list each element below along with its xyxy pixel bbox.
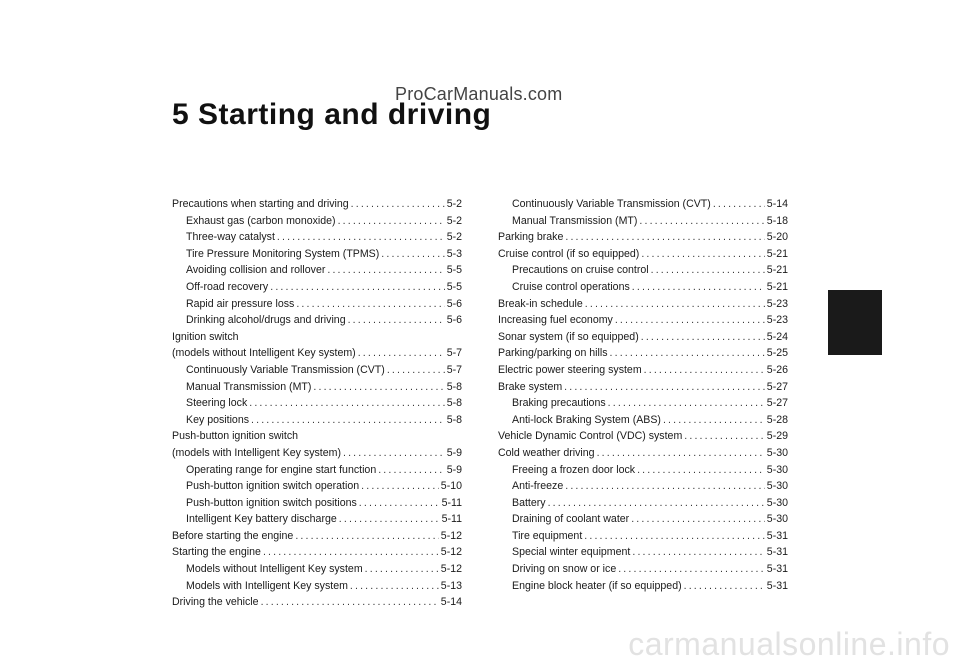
toc-entry[interactable]: [172, 544, 462, 561]
toc-entry-page: 5-31: [766, 563, 788, 576]
toc-entry-page: 5-3: [446, 247, 462, 260]
toc-entry-page: 5-24: [766, 330, 788, 343]
toc-entry-title: Rapid air pressure loss: [186, 297, 295, 310]
toc-entry-page: 5-2: [446, 214, 462, 227]
toc-entry-title: Intelligent Key battery discharge: [186, 513, 337, 526]
dot-leader: [631, 511, 765, 528]
toc-entry-row: [172, 345, 462, 362]
toc-entry-title: Precautions when starting and driving: [172, 198, 349, 210]
toc-entry-title: Push-button ignition switch positions: [186, 496, 357, 509]
dot-leader: [365, 561, 439, 578]
toc-entry-title: Continuously Variable Transmission (CVT): [186, 363, 385, 376]
toc-entry-page: 5-23: [766, 297, 788, 310]
toc-entry[interactable]: [498, 462, 788, 479]
toc-entry-page: 5-30: [766, 446, 788, 459]
toc-entry[interactable]: [172, 213, 462, 230]
dot-leader: [565, 478, 765, 495]
toc-entry[interactable]: [172, 362, 462, 379]
toc-entry-page: 5-12: [440, 563, 462, 576]
dot-leader: [548, 495, 765, 512]
toc-entry[interactable]: [498, 412, 788, 429]
toc-entry[interactable]: [172, 478, 462, 495]
toc-entry-title: Break-in schedule: [498, 297, 583, 310]
toc-entry-page: 5-30: [766, 463, 788, 476]
toc-entry-title: Braking precautions: [512, 397, 606, 410]
toc-entry-title: Increasing fuel economy: [498, 314, 613, 327]
toc-entry-page: 5-2: [446, 198, 462, 210]
toc-entry-title: Freeing a frozen door lock: [512, 463, 636, 476]
toc-entry-page: 5-10: [440, 480, 462, 493]
toc-entry-title: Cruise control operations: [512, 280, 630, 293]
toc-entry[interactable]: [498, 213, 788, 230]
toc-entry-title: Before starting the engine: [172, 529, 294, 542]
dot-leader: [261, 594, 439, 611]
dot-leader: [565, 229, 764, 246]
toc-entry[interactable]: [498, 296, 788, 313]
toc-entry-title: Anti-lock Braking System (ABS): [512, 413, 661, 426]
toc-entry-title: Anti-freeze: [512, 480, 564, 493]
dot-leader: [608, 395, 765, 412]
toc-entry[interactable]: [172, 312, 462, 329]
dot-leader: [358, 345, 445, 362]
toc-entry-title: Exhaust gas (carbon monoxide): [186, 214, 336, 227]
dot-leader: [585, 296, 765, 313]
toc-entry[interactable]: [498, 395, 788, 412]
toc-entry-title: Key positions: [186, 413, 250, 426]
toc-entry[interactable]: [498, 528, 788, 545]
toc-entry-title: Push-button ignition switch operation: [186, 480, 360, 493]
dot-leader: [615, 312, 765, 329]
toc-entry[interactable]: [498, 445, 788, 462]
dot-leader: [350, 578, 439, 595]
toc-entry-page: 5-31: [766, 529, 788, 542]
toc-entry-title: Driving on snow or ice: [512, 563, 617, 576]
toc-entry-page: 5-30: [766, 480, 788, 493]
toc-entry-page: 5-20: [766, 231, 788, 244]
toc-entry-page: 5-27: [766, 380, 788, 393]
toc-entry-page: 5-2: [446, 231, 462, 244]
toc-entry-title: Parking brake: [498, 231, 564, 244]
toc-entry[interactable]: [498, 478, 788, 495]
toc-entry-title: Avoiding collision and rollover: [186, 264, 326, 277]
dot-leader: [359, 495, 440, 512]
toc-entry-page: 5-8: [446, 397, 462, 410]
dot-leader: [641, 329, 765, 346]
toc-entry-title: (models with Intelligent Key system): [172, 446, 341, 459]
dot-leader: [610, 345, 765, 362]
toc-entry-title: Cold weather driving: [498, 446, 595, 459]
toc-entry[interactable]: [172, 412, 462, 429]
dot-leader: [632, 279, 765, 296]
toc-entry[interactable]: [498, 229, 788, 246]
toc-entry-title-line1: Push-button ignition switch: [172, 430, 299, 443]
toc-entry[interactable]: [498, 511, 788, 528]
toc-entry-page: 5-5: [446, 280, 462, 293]
toc-entry-page: 5-21: [766, 280, 788, 293]
toc-entry[interactable]: [172, 395, 462, 412]
toc-entry[interactable]: [498, 329, 788, 346]
dot-leader: [641, 246, 764, 263]
toc-entry[interactable]: [498, 262, 788, 279]
toc-entry[interactable]: [498, 312, 788, 329]
toc-entry[interactable]: [498, 495, 788, 512]
dot-leader: [338, 213, 445, 230]
toc-entry-page: 5-18: [766, 214, 788, 227]
toc-entry[interactable]: [498, 279, 788, 296]
toc-entry-page: 5-7: [446, 347, 462, 360]
toc-entry[interactable]: [498, 246, 788, 263]
dot-leader: [637, 462, 765, 479]
toc-entry-title: Brake system: [498, 380, 563, 393]
toc-entry[interactable]: [498, 544, 788, 561]
dot-leader: [378, 462, 444, 479]
toc-entry[interactable]: [172, 594, 462, 611]
dot-leader: [343, 445, 445, 462]
toc-entry-page: 5-11: [441, 496, 462, 509]
toc-entry-title: Three-way catalyst: [186, 231, 275, 244]
toc-entry-title: Precautions on cruise control: [512, 264, 649, 277]
toc-entry-title: Engine block heater (if so equipped): [512, 579, 682, 592]
toc-entry-page: 5-6: [446, 314, 462, 327]
dot-leader: [277, 229, 445, 246]
toc-entry[interactable]: [498, 196, 788, 213]
dot-leader: [663, 412, 765, 429]
dot-leader: [361, 478, 439, 495]
toc-entry-title: Steering lock: [186, 397, 248, 410]
dot-leader: [348, 312, 445, 329]
toc-entry-page: 5-31: [766, 546, 788, 559]
toc-entry-title: Drinking alcohol/drugs and driving: [186, 314, 346, 327]
dot-leader: [651, 262, 765, 279]
dot-leader: [351, 196, 445, 213]
toc-entry[interactable]: [172, 561, 462, 578]
toc-entry-page: 5-5: [446, 264, 462, 277]
toc-entry-title: Tire equipment: [512, 529, 583, 542]
toc-entry-page: 5-13: [440, 579, 462, 592]
toc-entry-title: Parking/parking on hills: [498, 347, 608, 360]
toc-entry-page: 5-9: [446, 463, 462, 476]
toc-entry-page: 5-7: [446, 363, 462, 376]
toc-entry-page: 5-30: [766, 496, 788, 509]
toc-entry[interactable]: [498, 345, 788, 362]
dot-leader: [644, 362, 765, 379]
toc-entry-page: 5-29: [766, 430, 788, 443]
dot-leader: [249, 395, 444, 412]
toc-entry-title: Special winter equipment: [512, 546, 631, 559]
toc-entry-page: 5-26: [766, 363, 788, 376]
toc-entry-page: 5-31: [766, 579, 788, 592]
dot-leader: [327, 262, 444, 279]
toc-entry-page: 5-11: [441, 513, 462, 526]
toc-entry-title: Models with Intelligent Key system: [186, 579, 348, 592]
toc-left-column: [172, 196, 462, 611]
dot-leader: [295, 528, 438, 545]
toc-entry-title: Battery: [512, 496, 546, 509]
toc-entry[interactable]: [498, 561, 788, 578]
dot-leader: [313, 379, 444, 396]
dot-leader: [270, 279, 444, 296]
dot-leader: [339, 511, 440, 528]
toc-entry-page: 5-12: [440, 546, 462, 559]
toc-right-column: [498, 196, 788, 594]
toc-entry-title: Cruise control (if so equipped): [498, 247, 640, 260]
watermark-top: ProCarManuals.com: [395, 84, 563, 104]
toc-entry-page: 5-8: [446, 380, 462, 393]
dot-leader: [564, 379, 765, 396]
dot-leader: [381, 246, 444, 263]
dot-leader: [618, 561, 765, 578]
toc-entry-title: Draining of coolant water: [512, 513, 630, 526]
toc-entry-title: Driving the vehicle: [172, 596, 259, 609]
chapter-title: 5 Starting and driving: [172, 98, 492, 131]
toc-entry-page: 5-14: [440, 596, 462, 609]
dot-leader: [632, 544, 764, 561]
toc-entry-page: 5-14: [766, 198, 788, 210]
toc-entry[interactable]: [498, 379, 788, 396]
toc-entry-page: 5-21: [766, 264, 788, 277]
toc-entry[interactable]: [172, 229, 462, 246]
toc-entry-title: Operating range for engine start function: [186, 463, 377, 476]
toc-entry-title-line1: Ignition switch: [172, 330, 239, 343]
toc-entry-title: Electric power steering system: [498, 363, 642, 376]
toc-entry[interactable]: [498, 578, 788, 595]
toc-entry[interactable]: [172, 578, 462, 595]
toc-entry[interactable]: [172, 296, 462, 313]
dot-leader: [296, 296, 444, 313]
toc-entry-page: 5-30: [766, 513, 788, 526]
toc-entry-title: Sonar system (if so equipped): [498, 330, 639, 343]
toc-entry[interactable]: [498, 362, 788, 379]
dot-leader: [251, 412, 445, 429]
toc-entry-page: 5-9: [446, 446, 462, 459]
toc-entry-title: Starting the engine: [172, 546, 261, 559]
dot-leader: [584, 528, 765, 545]
toc-entry-title: Manual Transmission (MT): [512, 214, 638, 227]
watermark-bottom: carmanualsonline.info: [628, 626, 950, 662]
toc-entry[interactable]: [172, 329, 462, 362]
toc-entry[interactable]: [172, 495, 462, 512]
toc-entry[interactable]: [172, 262, 462, 279]
toc-entry-title: Models without Intelligent Key system: [186, 563, 363, 576]
toc-entry-title: Tire Pressure Monitoring System (TPMS): [186, 247, 380, 260]
toc-entry-page: 5-23: [766, 314, 788, 327]
toc-entry-page: 5-12: [440, 529, 462, 542]
toc-entry[interactable]: [172, 511, 462, 528]
toc-entry-title: Manual Transmission (MT): [186, 380, 312, 393]
dot-leader: [597, 445, 765, 462]
toc-entry-title: (models without Intelligent Key system): [172, 347, 356, 360]
toc-entry[interactable]: [172, 246, 462, 263]
chapter-tab-marker: [828, 290, 882, 355]
toc-entry-page: 5-8: [446, 413, 462, 426]
dot-leader: [387, 362, 445, 379]
dot-leader: [713, 196, 765, 213]
toc-entry-title: Vehicle Dynamic Control (VDC) system: [498, 430, 683, 443]
toc-entry[interactable]: [172, 462, 462, 479]
dot-leader: [684, 428, 765, 445]
toc-entry[interactable]: [172, 196, 462, 213]
toc-entry-row: [172, 445, 462, 462]
toc-entry-page: 5-27: [766, 397, 788, 410]
toc-entry-title: Continuously Variable Transmission (CVT): [512, 198, 711, 210]
toc-entry[interactable]: [172, 279, 462, 296]
toc-entry[interactable]: [172, 428, 462, 461]
dot-leader: [639, 213, 764, 230]
toc-entry-page: 5-25: [766, 347, 788, 360]
toc-entry-page: 5-6: [446, 297, 462, 310]
toc-entry-title: Off-road recovery: [186, 280, 269, 293]
toc-entry[interactable]: [172, 379, 462, 396]
dot-leader: [684, 578, 765, 595]
toc-entry-page: 5-21: [766, 247, 788, 260]
toc-entry-page: 5-28: [766, 413, 788, 426]
toc-entry[interactable]: [172, 528, 462, 545]
toc-entry[interactable]: [498, 428, 788, 445]
dot-leader: [263, 544, 439, 561]
